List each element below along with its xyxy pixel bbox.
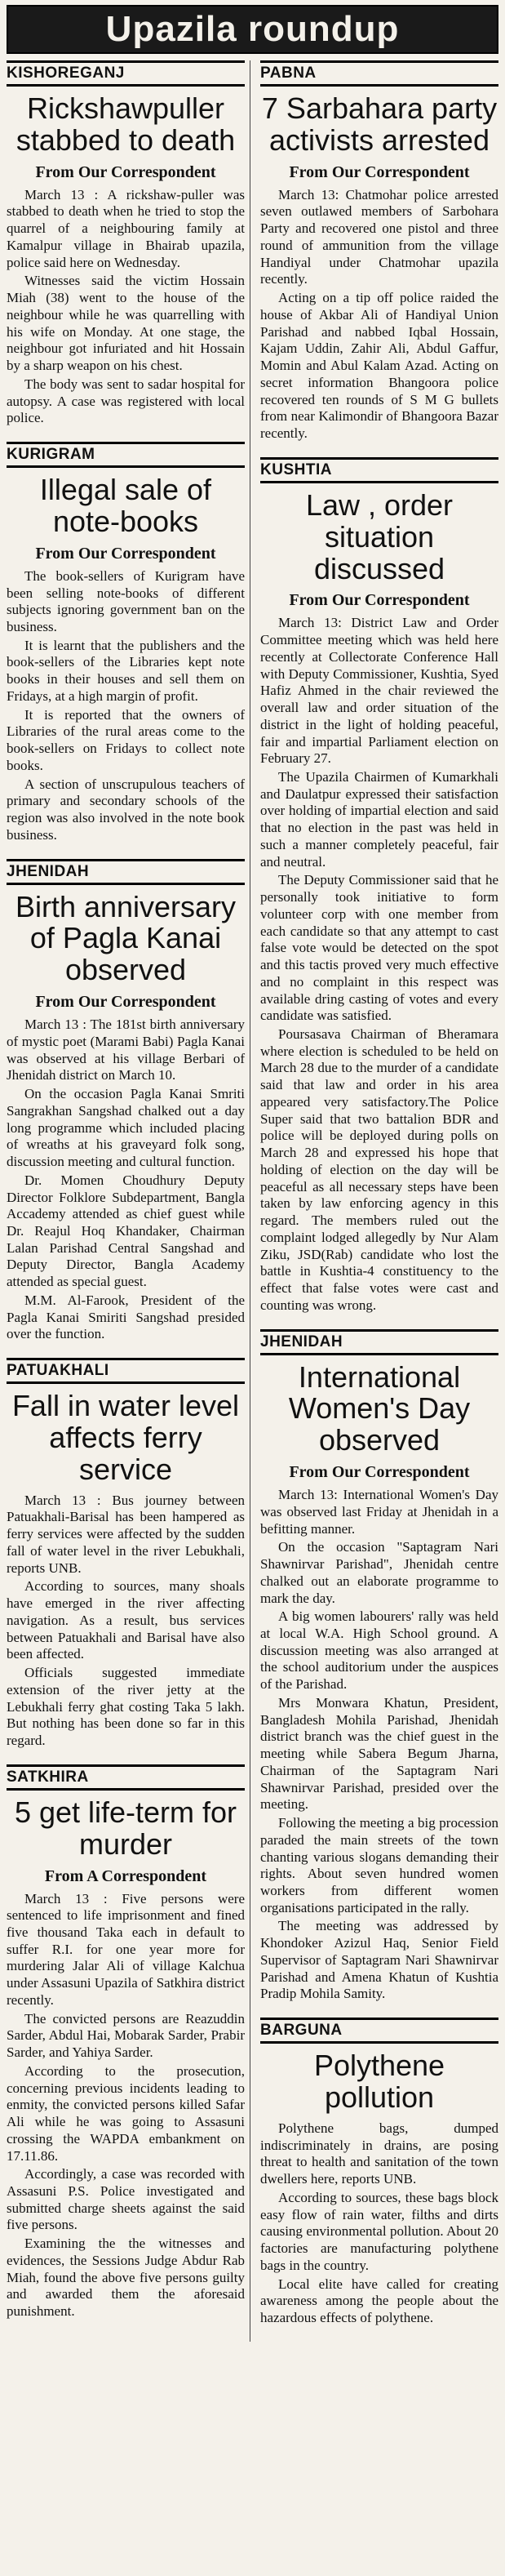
article (7, 60, 245, 427)
article-byline: From Our Correspondent (289, 1463, 470, 1482)
left-column (7, 60, 250, 2342)
article-byline: From Our Correspondent (35, 993, 216, 1012)
article-paragraph: March 13 : Bus journey between Patuakhali-Barisal has been hampered as ferry services were affected by the sudden fall of water level in the river Lebukhali, reports UNB. (7, 1492, 245, 1576)
article-paragraph: Mrs Monwara Khatun, President, Bangladesh Mohila Parishad, Jhenidah district branch was the chief guest in the meeting while Sabera Begum Jharna, Chairman of the Saptagram Nari Shawnirvar Parishad, presided over the meeting. (260, 1694, 498, 1813)
article-paragraph: Witnesses said the victim Hossain Miah (38) went to the house of the neighbour while he was quarrelling with his wife on Monday. At one stage, the neighbour got infuriated and hit Hossain by a sharp weapon on his chest. (7, 273, 245, 374)
article (7, 1358, 245, 1750)
article (260, 457, 498, 1315)
article-paragraph: March 13 : The 181st birth anniversary of mystic poet (Marami Babi) Pagla Kanai was observed at his village Berbari of Jhenidah district on March 10. (7, 1017, 245, 1083)
article-body (7, 1891, 245, 2320)
article-body (7, 1493, 245, 1750)
article-dateline-place: PABNA (260, 60, 498, 87)
article-paragraph: M.M. Al-Farook, President of the Pagla Kanai Smiriti Sangshad presided over the function. (7, 1292, 245, 1342)
article-paragraph: Following the meeting a big procession paraded the main streets of the town chanting various slogans demanding their rights. About seven hundred women workers from different women organisations participated in the rally. (260, 1815, 498, 1915)
article-headline: International Women's Day observed (288, 1359, 471, 1457)
article-paragraph: March 13 : Five persons were sentenced to life imprisonment and fined five thousand Taka each in default to suffer R.I. for one year more for murdering Jalar Ali of village Kalchua under Assasuni Upazila of Satkhira district recently. (7, 1890, 245, 2008)
article-dateline-place: SATKHIRA (7, 1764, 245, 1791)
section-banner: Upazila roundup (7, 5, 498, 54)
article-dateline-place: KURIGRAM (7, 442, 245, 468)
article-dateline-place: JHENIDAH (7, 859, 245, 885)
article-paragraph: The Deputy Commissioner said that he personally took initiative to form volunteer corp with one member from each candidate so that any attempt to cast false vote would be detected on the spot and this tactis proved very much effective and no complaint in this respect was available dring casting of votes and every candidate was satisfied. (260, 872, 498, 1024)
article-byline: From A Correspondent (44, 1866, 207, 1885)
article-body (260, 187, 498, 443)
article-paragraph: March 13: International Women's Day was observed last Friday at Jhenidah in a befitting manner. (260, 1487, 498, 1537)
article-headline: Fall in water level affects ferry service (11, 1389, 240, 1486)
article-body (260, 2120, 498, 2327)
article-headline: 5 get life-term for murder (14, 1795, 237, 1861)
article-paragraph: March 13 : A rickshaw-puller was stabbed to death when he tried to stop the quarrel of a neighbouring family at Kamalpur village in Bhairab upazila, police said here on Wednesday. (7, 186, 245, 270)
article-headline: 7 Sarbahara party activists arrested (261, 91, 498, 157)
article-paragraph: The meeting was addressed by Khondoker Azizul Haq, Senior Field Supervisor of Saptagram Nari Shawnirvar Parishad and Amena Khatun of Kushtia Pradip Mohila Samity. (260, 1918, 498, 2002)
article-dateline-place: BARGUNA (260, 2018, 498, 2044)
article-paragraph: March 13: District Law and Order Committee meeting which was held here recently at Collectorate Conference Hall with Deputy Commissioner, Kushtia, Syed Hafiz Ahmed in the chair reviewed the overall law and order situation of the district in the light of holding peaceful, fair and impartial Parliament election on February 27. (260, 615, 498, 767)
article-body (7, 568, 245, 844)
article-paragraph: Poursasava Chairman of Bheramara where election is scheduled to be held on March 28 due to the murder of a candidate said that law and order in his area appeared very satisfactory.The Police Super said that two battalion BDR and police will be deployed during polls on March 28 and expressed his hope that holding of election on the day will be peaceful as all necessary steps have been taken by law enforcing agency in this regard. The members ruled out the complaint lodged allegedly by Nur Alam Ziku, JSD(Rab) candidate who lost the battle in Kushtia-4 constituency to the effect that false votes were cast and counting was wrong. (260, 1026, 498, 1313)
article-paragraph: Officials suggested immediate extension of the river jetty at the Lebukhali ferry ghat costing Taka 5 lakh. But nothing has been done so far in this regard. (7, 1665, 245, 1749)
article (7, 442, 245, 844)
article-dateline-place: PATUAKHALI (7, 1358, 245, 1384)
article-headline: Law , order situation discussed (305, 487, 454, 585)
article-body (260, 615, 498, 1314)
article (260, 2018, 498, 2327)
article-paragraph: According to sources, many shoals have emerged in the river affecting navigation. As a result, bus services between Patuakhali and Barisal have also been affected. (7, 1578, 245, 1662)
article-paragraph: The convicted persons are Reazuddin Sarder, Abdul Hai, Mobarak Sarder, Prabir Sarder, and Yahiya Sarder. (7, 2010, 245, 2061)
right-column (260, 60, 498, 2342)
article-paragraph: It is reported that the owners of Libraries of the rural areas come to the book-sellers on Fridays to collect note books. (7, 706, 245, 773)
article-paragraph: The book-sellers of Kurigram have been selling note-books of different subjects ignoring government ban on the business. (7, 567, 245, 634)
article-byline: From Our Correspondent (35, 544, 216, 563)
article-paragraph: Dr. Momen Choudhury Deputy Director Folklore Subdepartment, Bangla Accademy attended as chief guest while Dr. Reajul Hoq Khandaker, Chairman Lalan Parishad Central Sangshad and Deputy Director, Bangla Academy attended as special guest. (7, 1172, 245, 1290)
article-body (260, 1487, 498, 2003)
article (260, 60, 498, 443)
article-paragraph: The Upazila Chairmen of Kumarkhali and Daulatpur expressed their satisfaction over holding of impartial election and said that no election in the past was held in such a manner completely peaceful, fair and neutral. (260, 769, 498, 870)
article-paragraph: March 13: Chatmohar police arrested seven outlawed members of Sarbohara Party and recovered one pistol and three round of ammunition from the village Handiyal under Chatmohar upazila recently. (260, 186, 498, 287)
article-dateline-place: JHENIDAH (260, 1329, 498, 1355)
columns (7, 60, 498, 2342)
article-headline: Illegal sale of note-books (39, 473, 212, 538)
article-byline: From Our Correspondent (289, 591, 470, 610)
article-paragraph: Accordingly, a case was recorded with Assasuni P.S. Police investigated and submitted charge sheets against the said five persons. (7, 2166, 245, 2233)
article-paragraph: Acting on a tip off police raided the house of Akbar Ali of Handiyal Union Parishad and nabbed Iqbal Hossain, Kajam Uddin, Zahir Ali, Abdul Gaffur, Momin and Abul Kalam Azad. Acting on secret information Bhangoora police recovered ten rounds of S M G bullets from near Kalimondir of Bhangoora Bazar recently. (260, 290, 498, 442)
article-paragraph: Local elite have called for creating awareness among the people about the hazardous effects of polythene. (260, 2276, 498, 2325)
article-paragraph: Polythene bags, dumped indiscriminately in drains, are posing threat to health and sanitation of the town dwellers here, reports UNB. (260, 2120, 498, 2187)
article-headline: Birth anniversary of Pagla Kanai observed (15, 889, 237, 987)
article-paragraph: A big women labourers' rally was held at local W.A. High School ground. A discussion meeting was also arranged at the school auditorium under the auspices of the Parishad. (260, 1608, 498, 1693)
article-paragraph: It is learnt that the publishers and the book-sellers of the Libraries kept note books in their houses and sell them on Fridays, at a high margin of profit. (7, 637, 245, 704)
article-headline: Rickshawpuller stabbed to death (16, 91, 236, 157)
article-headline: Polythene pollution (313, 2049, 445, 2115)
article-body (7, 187, 245, 427)
article (7, 1764, 245, 2320)
article-paragraph: On the occasion "Saptagram Nari Shawnirvar Parishad", Jhenidah centre chalked out an elaborate programme to mark the day. (260, 1539, 498, 1606)
article-byline: From Our Correspondent (289, 162, 470, 181)
article-paragraph: According to sources, these bags block easy flow of rain water, filths and dirts causing environmental pollution. About 20 factories are manufacturing polythene bags in the country. (260, 2189, 498, 2273)
article-paragraph: On the occasion Pagla Kanai Smriti Sangrakhan Sangshad chalked out a day long programme which included placing of wreaths at his graveyard folk song, discussion meeting and cultural function. (7, 1086, 245, 1170)
article-paragraph: According to the prosecution, concerning previous incidents leading to enmity, the convicted persons killed Safar Ali while he was going to Assasuni crossing the WAPDA embankment on 17.11.86. (7, 2062, 245, 2164)
article-paragraph: A section of unscrupulous teachers of primary and secondary schools of the region was also involved in the note book business. (7, 776, 245, 843)
article (7, 859, 245, 1344)
article-body (7, 1017, 245, 1343)
article-dateline-place: KISHOREGANJ (7, 60, 245, 87)
article-paragraph: Examining the the witnesses and evidences, the Sessions Judge Abdur Rab Miah, found the above five persons guilty and awarded them the aforesaid punishment. (7, 2236, 245, 2320)
article-paragraph: The body was sent to sadar hospital for autopsy. A case was registered with local police. (7, 376, 245, 426)
article-dateline-place: KUSHTIA (260, 457, 498, 483)
article-byline: From Our Correspondent (35, 162, 216, 181)
article (260, 1329, 498, 2004)
